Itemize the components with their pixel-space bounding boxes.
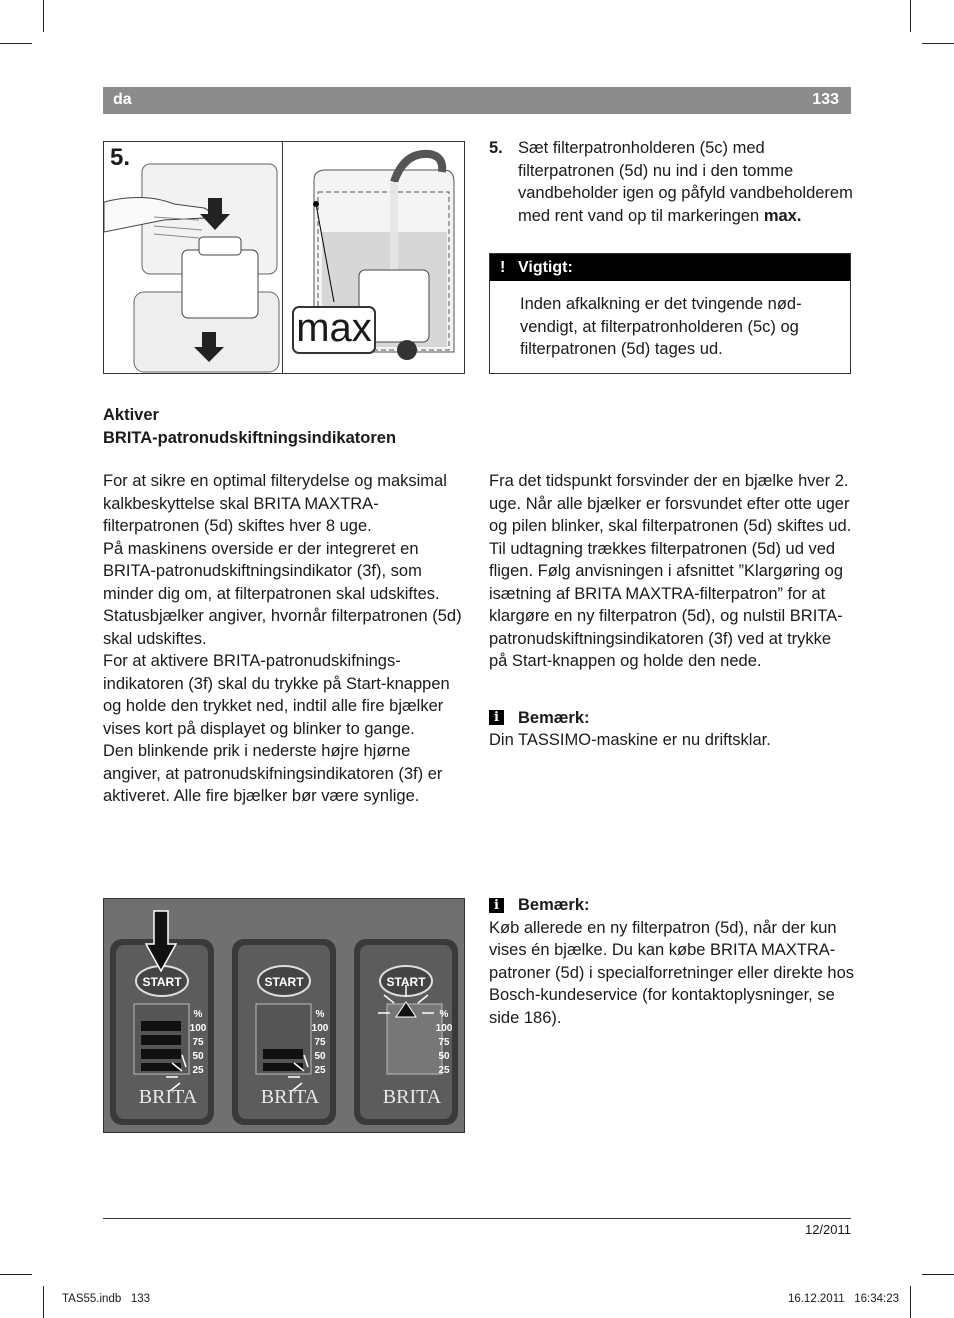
- indicator-illustration: [104, 899, 464, 1132]
- start-label: START: [264, 975, 304, 989]
- footer-rule: [103, 1218, 851, 1219]
- crop-mark: [0, 1274, 32, 1275]
- page-header: [103, 87, 851, 114]
- section-heading: [103, 404, 396, 449]
- crop-mark: [910, 1286, 911, 1318]
- crop-mark: [910, 0, 911, 32]
- scale-50: 50: [192, 1051, 204, 1062]
- machine-illustration: [104, 142, 464, 373]
- info-icon: i: [489, 898, 504, 913]
- warning-icon: !: [500, 259, 506, 276]
- figure-step-label: 5.: [110, 144, 131, 171]
- scale-25: 25: [438, 1065, 450, 1076]
- left-column-text: [103, 470, 463, 808]
- language-code: da: [113, 91, 132, 108]
- note-header: [489, 707, 854, 730]
- note-header: [489, 894, 854, 917]
- step-text: Sæt filterpatronholderen (5c) med filterpatronen (5d) nu ind i den tomme vandbeholder igen og påfyld vandbeholderem med rent vand op til markeringen: [518, 139, 853, 225]
- paragraph: Fra det tidspunkt forsvinder der en bjælke hver 2. uge. Når alle bjælker er forsvundet efter otte uger og pilen blinker, skal filterpatronen (5d) skiftes ud.: [489, 472, 852, 535]
- start-label: START: [386, 975, 426, 989]
- crop-mark: [43, 1286, 44, 1318]
- important-header: [490, 254, 850, 281]
- step-bold-end: max.: [763, 206, 802, 225]
- step-number: 5.: [489, 139, 503, 157]
- purchase-note: [489, 894, 854, 1029]
- crop-mark: [43, 0, 44, 32]
- crop-mark: [922, 1274, 954, 1275]
- scale-75: 75: [314, 1037, 326, 1048]
- start-label: START: [142, 975, 182, 989]
- paragraph: Til udtagning trækkes filterpatronen (5d) ud ved fligen. Følg anvisningen i afsnittet ”Klargøring og isætning af BRITA MAXTRA-filterpatron” for at klargøre en ny filterpatron (5d), og nulstil BRITA-patronudskiftningsindikatoren (3f) ved at trykke på Start-knappen og holde den nede.: [489, 539, 844, 670]
- right-column-text: [489, 470, 854, 752]
- info-icon: i: [489, 710, 504, 725]
- scale-50: 50: [438, 1051, 450, 1062]
- brita-logo: BRITA: [260, 1086, 320, 1108]
- scale-100: 100: [189, 1023, 207, 1034]
- scale-100: 100: [311, 1023, 329, 1034]
- crop-mark: [0, 43, 32, 44]
- print-slug-file: TAS55.indb 133: [62, 1293, 151, 1305]
- brita-logo: BRITA: [138, 1086, 198, 1108]
- note-text: Din TASSIMO-maskine er nu driftsklar.: [489, 731, 771, 749]
- note-title: Bemærk:: [518, 896, 590, 914]
- scale-75: 75: [192, 1037, 204, 1048]
- paragraph: Den blinkende prik i nederste højre hjørne angiver, at patronudskifningsindikatoren (3f) er aktiveret. Alle fire bjælker bør være synlige.: [103, 742, 443, 805]
- paragraph: For at aktivere BRITA-patronudskifningsindikatoren (3f) skal du trykke på Start-knappen og holde den trykket ned, indtil alle fire bjælker vises kort på displayet og blinker to gange.: [103, 652, 450, 738]
- footer-date: 12/2011: [804, 1222, 851, 1237]
- scale-50: 50: [314, 1051, 326, 1062]
- note-text: Køb allerede en ny filterpatron (5d), når der kun vises én bjælke. Du kan købe BRITA MAXTRA-patroner (5d) i specialforretninger eller direkte hos Bosch-kundeservice (for kontaktoplysninger, se side 186).: [489, 918, 855, 1027]
- brita-logo: BRITA: [382, 1086, 442, 1108]
- crop-mark: [922, 43, 954, 44]
- filter-insert-figure: [103, 141, 465, 374]
- section-heading-line2: BRITA-patronudskiftningsindikatoren: [103, 428, 397, 447]
- figure-divider: [282, 142, 283, 373]
- scale-75: 75: [438, 1037, 450, 1048]
- section-heading-line1: Aktiver: [103, 406, 159, 424]
- print-slug-timestamp: 16.12.2011 16:34:23: [787, 1293, 899, 1305]
- important-notice: [489, 253, 851, 374]
- page-number: 133: [812, 91, 839, 108]
- step-5-instruction: [489, 137, 854, 227]
- paragraph: For at sikre en optimal filterydelse og maksimal kalkbeskyttelse skal BRITA MAXTRA-filterpatronen (5d) skiftes hver 8 uge.: [103, 472, 447, 535]
- important-title: Vigtigt:: [518, 259, 573, 276]
- percent-label: %: [315, 1009, 325, 1020]
- scale-100: 100: [435, 1023, 453, 1034]
- important-text: Inden afkalkning er det tvingende nødvendigt, at filterpatronholderen (5c) og filterpatronen (5d) tages ud.: [520, 295, 802, 358]
- scale-25: 25: [192, 1065, 204, 1076]
- note-title: Bemærk:: [518, 708, 590, 727]
- percent-label: %: [439, 1009, 449, 1020]
- paragraph: På maskinens overside er der integreret en BRITA-patronudskiftningsindikator (3f), som minder dig om, at filterpatronen skal udskiftes. Statusbjælker angiver, hvornår filterpatronen (5d) skal udskiftes.: [103, 539, 462, 648]
- percent-label: %: [193, 1009, 203, 1020]
- max-marking-label: max: [292, 306, 376, 354]
- scale-25: 25: [314, 1065, 326, 1076]
- brita-indicator-figure: [103, 898, 465, 1133]
